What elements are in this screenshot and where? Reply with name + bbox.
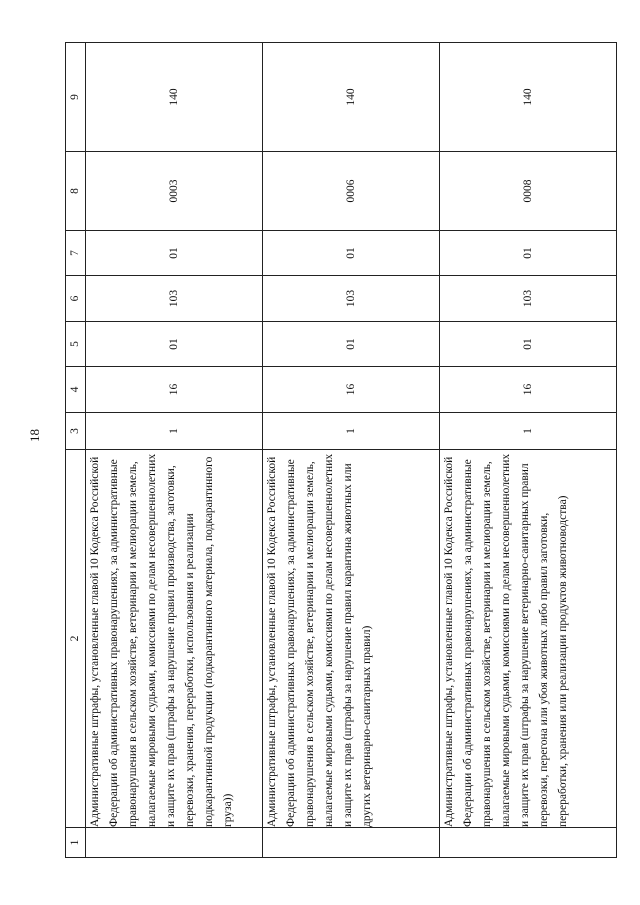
code-cell-3: 1	[440, 413, 617, 450]
header-row	[66, 43, 86, 858]
row-number-cell	[263, 828, 440, 858]
code-cell-7: 01	[440, 231, 617, 276]
code-cell-6: 103	[86, 276, 263, 322]
table-row	[263, 43, 440, 858]
header-cell-9: 9	[66, 43, 86, 152]
page-number: 18	[27, 429, 42, 442]
header-cell-8: 8	[66, 152, 86, 231]
code-cell-8: 0006	[263, 152, 440, 231]
code-cell-5: 01	[263, 322, 440, 367]
code-cell-4: 16	[263, 367, 440, 413]
code-cell-9: 140	[263, 43, 440, 152]
code-cell-6: 103	[440, 276, 617, 322]
code-cell-6: 103	[263, 276, 440, 322]
code-cell-4: 16	[86, 367, 263, 413]
table-row	[440, 43, 617, 858]
header-cell-1: 1	[66, 828, 86, 858]
code-cell-3: 1	[263, 413, 440, 450]
code-cell-9: 140	[440, 43, 617, 152]
row-number-cell	[440, 828, 617, 858]
code-cell-8: 0008	[440, 152, 617, 231]
code-cell-8: 0003	[86, 152, 263, 231]
header-cell-4: 4	[66, 367, 86, 413]
header-cell-5: 5	[66, 322, 86, 367]
code-cell-5: 01	[440, 322, 617, 367]
description-cell: Административные штрафы, установленные главой 10 Кодекса Российской Федерации об административных правонарушениях, за административные правонарушения в сельском хозяйстве, ветеринарии и мелиорации земель, налагаемые мировыми судьями, комиссиями по делам несовершеннолетних и защите их прав (штрафы за нарушение ветеринарно-санитарных правил перевозки, перегона или убоя животных либо правил заготовки, переработки, хранения или реализации продуктов животноводства)	[440, 450, 617, 828]
header-cell-6: 6	[66, 276, 86, 322]
code-cell-3: 1	[86, 413, 263, 450]
code-cell-5: 01	[86, 322, 263, 367]
header-cell-2: 2	[66, 450, 86, 828]
row-number-cell	[86, 828, 263, 858]
description-cell: Административные штрафы, установленные главой 10 Кодекса Российской Федерации об административных правонарушениях, за административные правонарушения в сельском хозяйстве, ветеринарии и мелиорации земель, налагаемые мировыми судьями, комиссиями по делам несовершеннолетних и защите их прав (штрафы за нарушение правил производства, заготовки, перевозки, хранения, переработки, использования и реализации подкарантинной продукции (подкарантинного материала, подкарантинного груза))	[86, 450, 263, 828]
table-row	[86, 43, 263, 858]
code-cell-7: 01	[86, 231, 263, 276]
budget-code-table	[65, 42, 617, 858]
header-cell-3: 3	[66, 413, 86, 450]
code-cell-9: 140	[86, 43, 263, 152]
header-cell-7: 7	[66, 231, 86, 276]
code-cell-7: 01	[263, 231, 440, 276]
code-cell-4: 16	[440, 367, 617, 413]
description-cell: Административные штрафы, установленные главой 10 Кодекса Российской Федерации об административных правонарушениях, за административные правонарушения в сельском хозяйстве, ветеринарии и мелиорации земель, налагаемые мировыми судьями, комиссиями по делам несовершеннолетних и защите их прав (штрафы за нарушение правил карантина животных или других ветеринарно-санитарных правил)	[263, 450, 440, 828]
